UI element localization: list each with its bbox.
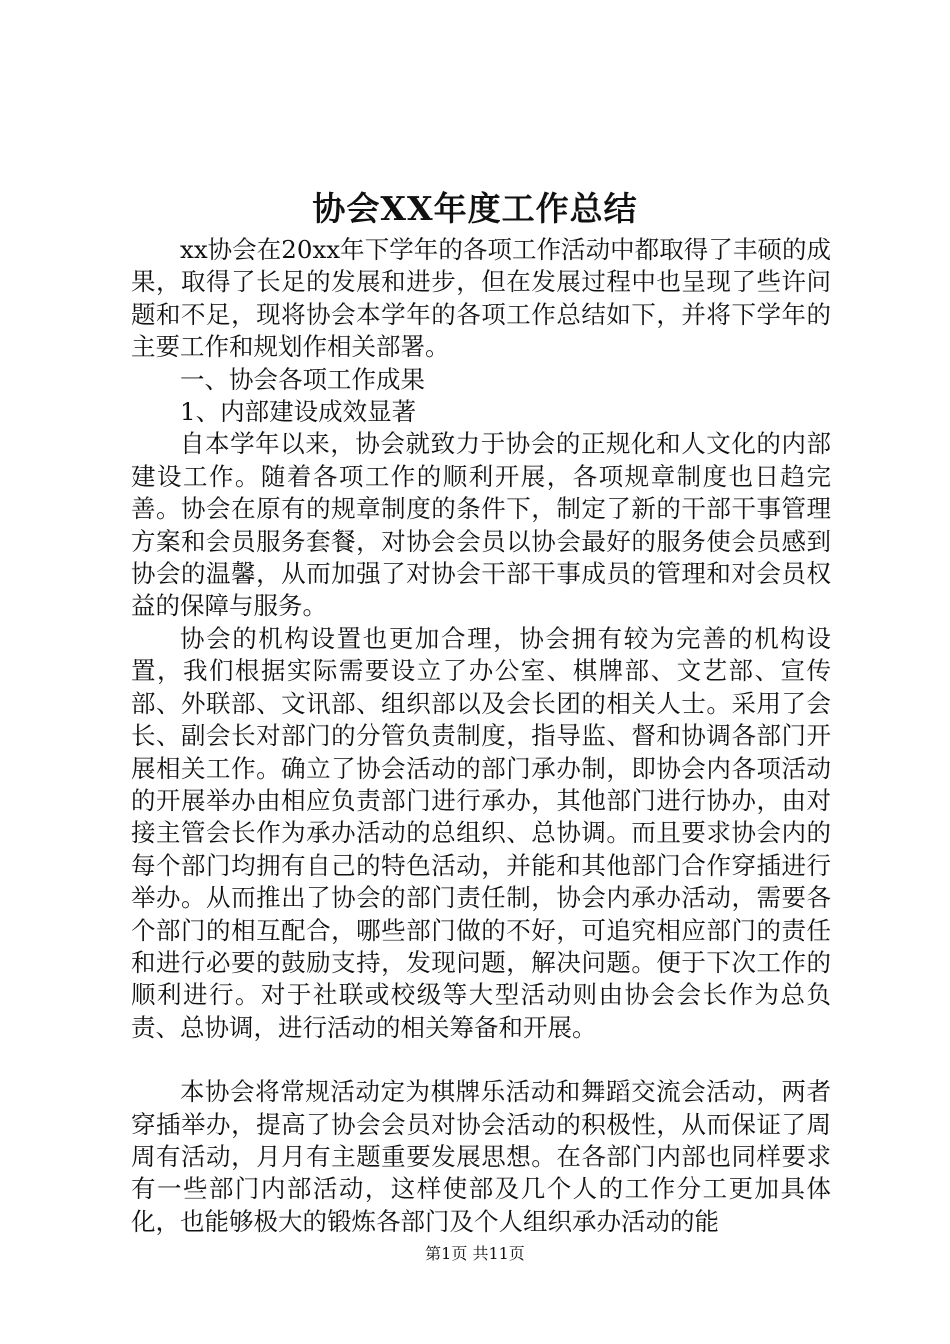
body-paragraph-activities: 本协会将常规活动定为棋牌乐活动和舞蹈交流会活动，两者穿插举办，提高了协会会员对协会活动的积极性，从而保证了周周有活动，月月有主题重要发展思想。在各部门内部也同样要求有一些部门内部活动，这样使部及几个人的工作分工更加具体化，也能够极大的锻炼各部门及个人组织承办活动的能 xyxy=(131,1077,831,1236)
document-body xyxy=(131,234,831,1238)
subsection-heading: 1、内部建设成效显著 xyxy=(180,397,417,427)
page-number-footer: 第1页 共11页 xyxy=(425,1244,525,1263)
document-title: 协会XX年度工作总结 xyxy=(312,189,638,228)
body-paragraph-internal-building: 自本学年以来，协会就致力于协会的正规化和人文化的内部建设工作。随着各项工作的顺利开展，各项规章制度也日趋完善。协会在原有的规章制度的条件下，制定了新的干部干事管理方案和会员服务套餐，对协会会员以协会最好的服务使会员感到协会的温馨，从而加强了对协会干部干事成员的管理和对会员权益的保障与服务。 xyxy=(131,429,831,621)
section-heading: 一、协会各项工作成果 xyxy=(180,364,425,394)
intro-paragraph: xx协会在20xx年下学年的各项工作活动中都取得了丰硕的成果，取得了长足的发展和进步，但在发展过程中也呈现了些许问题和不足，现将协会本学年的各项工作总结如下，并将下学年的主要工作和规划作相关部署。 xyxy=(131,235,831,362)
body-paragraph-organization: 协会的机构设置也更加合理，协会拥有较为完善的机构设置，我们根据实际需要设立了办公室、棋牌部、文艺部、宣传部、外联部、文讯部、组织部以及会长团的相关人士。采用了会长、副会长对部门的分管负责制度，指导监、督和协调各部门开展相关工作。确立了协会活动的部门承办制，即协会内各项活动的开展举办由相应负责部门进行承办，其他部门进行协办，由对接主管会长作为承办活动的总组织、总协调。而且要求协会内的每个部门均拥有自己的特色活动，并能和其他部门合作穿插进行举办。从而推出了协会的部门责任制，协会内承办活动，需要各个部门的相互配合，哪些部门做的不好，可追究相应部门的责任和进行必要的鼓励支持，发现问题，解决问题。便于下次工作的顺利进行。对于社联或校级等大型活动则由协会会长作为总负责、总协调，进行活动的相关筹备和开展。 xyxy=(131,623,831,1042)
